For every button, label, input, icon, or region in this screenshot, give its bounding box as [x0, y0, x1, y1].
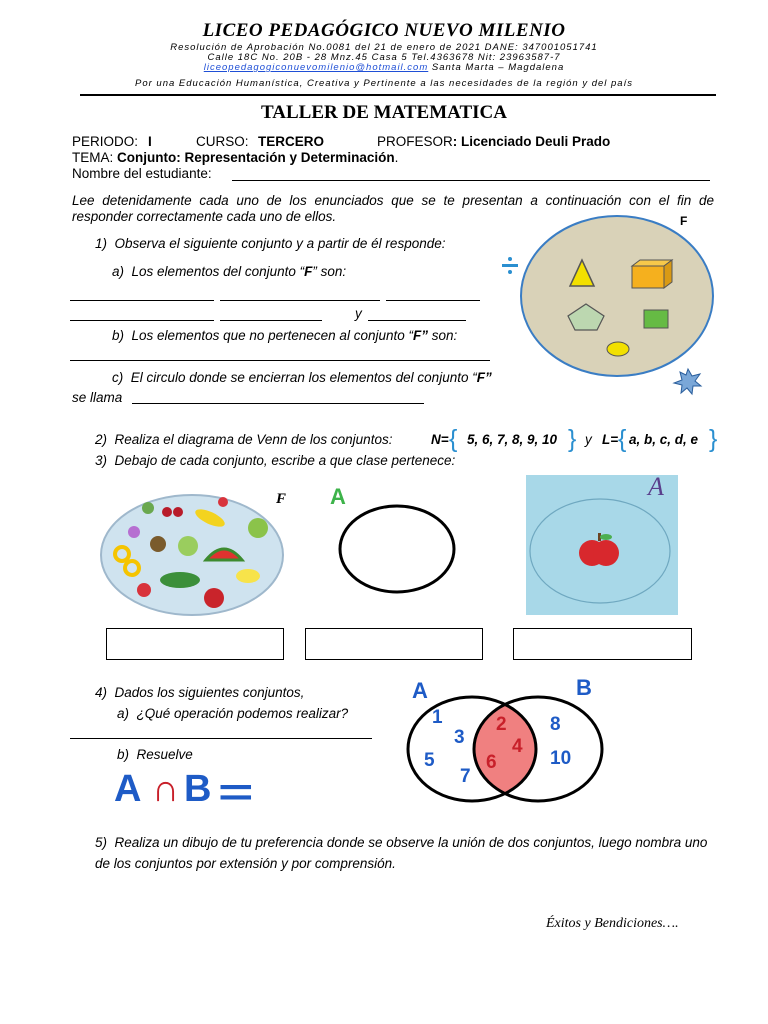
- pear-icon: [142, 502, 154, 514]
- yellow-oval-icon: [607, 342, 629, 356]
- q4a-statement: ¿Qué operación podemos realizar?: [136, 706, 349, 721]
- q4a-label: a): [117, 706, 130, 721]
- answer-line[interactable]: [386, 300, 480, 301]
- lemon-icon: [236, 569, 260, 583]
- periodo-label: PERIODO:: [72, 134, 139, 149]
- closing-message: Éxitos y Bendiciones….: [546, 916, 679, 931]
- plum-icon: [128, 526, 140, 538]
- venn-element: 7: [460, 766, 471, 787]
- empty-set-label: A: [330, 484, 346, 509]
- q2-statement: Realiza el diagrama de Venn de los conjuntos:: [114, 432, 393, 447]
- venn-element: 10: [550, 748, 572, 769]
- address-line: Calle 18C No. 20B - 28 Mnz.45 Casa 5 Tel.4363678 Nit: 23963587-7: [207, 52, 561, 63]
- venn-diagram: [404, 676, 608, 804]
- red-apple-icon: [204, 588, 224, 608]
- q1c-label: c): [112, 370, 124, 385]
- venn-element: 6: [486, 752, 497, 773]
- answer-line[interactable]: [70, 300, 214, 301]
- fruit-plate-illustration: [98, 488, 288, 618]
- q4b-label: b): [117, 747, 130, 762]
- empty-set-circle: [336, 502, 458, 596]
- expression-b: B: [184, 768, 212, 810]
- q4-text: [95, 685, 304, 700]
- q1b-label: b): [112, 328, 125, 343]
- curso-label: CURSO:: [196, 134, 249, 149]
- brace-close-icon: }: [709, 425, 718, 453]
- q1b-post: son:: [427, 328, 458, 343]
- answer-line[interactable]: [220, 320, 322, 321]
- profesor-line: [377, 134, 610, 149]
- tema-value: Conjunto: Representación y Determinación: [117, 150, 395, 165]
- q1-number: 1): [95, 236, 108, 251]
- venn-element: 3: [454, 727, 465, 748]
- q1b-set: F”: [412, 328, 428, 343]
- fruit-set-label: F: [276, 491, 287, 507]
- divide-sign-icon: [502, 257, 518, 274]
- intersection-symbol: ∩: [152, 768, 180, 810]
- set-n-elements: 5, 6, 7, 8, 9, 10: [467, 432, 558, 447]
- unit-set-label: A: [648, 472, 664, 501]
- brace-close-icon: }: [568, 425, 577, 453]
- kiwi-icon: [150, 536, 166, 552]
- brace-open-icon: {: [449, 425, 458, 453]
- q1b-text: [112, 328, 457, 343]
- equals-sign: =: [218, 772, 254, 814]
- venn-label-b: B: [576, 676, 592, 700]
- q5-text: [95, 832, 715, 874]
- brace-open-icon: {: [618, 425, 627, 453]
- q4a-text: [117, 706, 348, 721]
- answer-line[interactable]: [220, 300, 380, 301]
- q4b-statement: Resuelve: [136, 747, 193, 762]
- email-link[interactable]: liceopedagogiconuevomilenio@hotmail.com: [203, 62, 429, 73]
- profesor-value: : Licenciado Deuli Prado: [452, 134, 611, 149]
- q1c-text: [112, 370, 492, 385]
- q1c-continued: se llama: [72, 390, 123, 405]
- y-word: y: [585, 432, 592, 447]
- venn-element: 5: [424, 750, 435, 771]
- venn-element: 2: [496, 714, 507, 735]
- q1a-text: [112, 264, 346, 279]
- q1c-pre: El circulo donde se encierran los elementos del conjunto “: [130, 370, 477, 385]
- q2-text: [95, 432, 392, 447]
- header-divider: [80, 94, 716, 96]
- green-square-icon: [644, 310, 668, 328]
- school-name: LICEO PEDAGÓGICO NUEVO MILENIO: [202, 20, 566, 41]
- answer-line[interactable]: [70, 360, 490, 361]
- instructions: Lee detenidamente cada uno de los enunciados que se te presentan a continuación con el fin de responder correctamente cada uno de ellos.: [72, 193, 714, 224]
- q1-text: [95, 236, 445, 251]
- q4b-text: [117, 747, 193, 762]
- venn-element: 8: [550, 714, 561, 735]
- answer-line[interactable]: [70, 320, 214, 321]
- q4-statement: Dados los siguientes conjuntos,: [114, 685, 305, 700]
- q1-statement: Observa el siguiente conjunto y a partir de él responde:: [114, 236, 446, 251]
- answer-line[interactable]: [70, 738, 372, 739]
- set-l-elements: a, b, c, d, e: [629, 432, 699, 447]
- star-icon: [674, 369, 701, 394]
- strawberry-icon: [218, 497, 228, 507]
- curso-value: TERCERO: [258, 134, 325, 149]
- q2-number: 2): [95, 432, 108, 447]
- venn-element: 1: [432, 707, 443, 728]
- venn-label-a: A: [412, 678, 428, 703]
- set-l-label: L=: [602, 432, 619, 447]
- city-text: Santa Marta – Magdalena: [431, 62, 565, 73]
- q3-statement: Debajo de cada conjunto, escribe a que clase pertenece:: [114, 453, 456, 468]
- motto: Por una Educación Humanística, Creativa y Pertinente a las necesidades de la región y del país: [135, 78, 633, 89]
- q5-statement: Realiza un dibujo de tu preferencia donde se observe la unión de dos conjuntos, luego nombra uno de los conjuntos por extensión y por comprensión.: [95, 835, 708, 871]
- q4-number: 4): [95, 685, 108, 700]
- expression-a: A: [114, 768, 142, 810]
- answer-line[interactable]: [132, 403, 424, 404]
- set-f-illustration: [496, 214, 728, 400]
- q3-number: 3): [95, 453, 108, 468]
- periodo-value: I: [148, 134, 152, 149]
- q1a-pre: Los elementos del conjunto “: [131, 264, 305, 279]
- student-name-line[interactable]: [232, 180, 710, 181]
- set-n-label: N=: [431, 432, 449, 447]
- watermelon-slice-icon: [160, 572, 200, 588]
- q3-text: [95, 453, 455, 468]
- green-apple-icon: [248, 518, 268, 538]
- strawberry-icon: [137, 583, 151, 597]
- cherry-icon: [173, 507, 183, 517]
- q1c-set: F”: [476, 370, 492, 385]
- grapes-icon: [178, 536, 198, 556]
- cherry-icon: [162, 507, 172, 517]
- q1a-label: a): [112, 264, 125, 279]
- set-f-label: F: [680, 214, 688, 228]
- cube-icon: [632, 260, 672, 288]
- venn-element: 4: [512, 736, 523, 757]
- answer-line[interactable]: [368, 320, 466, 321]
- answer-box[interactable]: [305, 628, 483, 660]
- page-title: TALLER DE MATEMATICA: [261, 102, 507, 123]
- tema-label: TEMA:: [72, 150, 114, 165]
- student-label: Nombre del estudiante:: [72, 166, 212, 181]
- q5-number: 5): [95, 835, 108, 850]
- resolution-line: Resolución de Aprobación No.0081 del 21 de enero de 2021 DANE: 347001051741: [170, 42, 598, 53]
- answer-box[interactable]: [513, 628, 692, 660]
- y-text: y: [355, 306, 362, 321]
- q1a-post: ” son:: [312, 264, 347, 279]
- tema-line: TEMA: Conjunto: Representación y Determinación.: [72, 150, 399, 165]
- contact-line: [0, 62, 768, 73]
- q1a-set: F: [304, 264, 313, 279]
- answer-box[interactable]: [106, 628, 284, 660]
- q1b-pre: Los elementos que no pertenecen al conjunto “: [131, 328, 413, 343]
- profesor-label: PROFESOR: [377, 134, 453, 149]
